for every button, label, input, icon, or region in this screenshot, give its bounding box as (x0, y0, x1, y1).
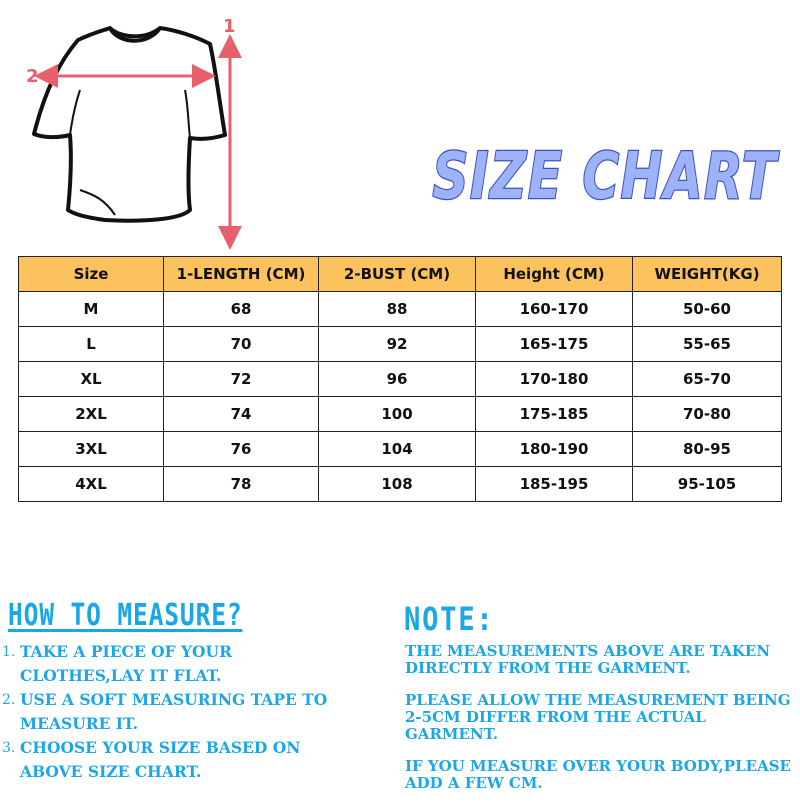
list-item (2, 640, 342, 688)
cell-weight: 55-65 (633, 327, 782, 362)
cell-size: M (19, 292, 164, 327)
note-item: PLEASE ALLOW THE MEASUREMENT BEING 2-5CM DIFFER FROM THE ACTUAL GARMENT. (405, 691, 791, 743)
cell-length: 76 (164, 432, 319, 467)
cell-size: XL (19, 362, 164, 397)
step-text: CHOOSE YOUR SIZE BASED ON ABOVE SIZE CHART. (20, 738, 301, 781)
cell-length: 74 (164, 397, 319, 432)
note-item: THE MEASUREMENTS ABOVE ARE TAKEN DIRECTLY FROM THE GARMENT. (405, 642, 771, 677)
tshirt-diagram (20, 10, 250, 250)
table-row (19, 432, 782, 467)
note-list (405, 643, 795, 807)
table-row (19, 397, 782, 432)
header-size: Size (19, 257, 164, 292)
bust-marker: 2 (26, 66, 39, 87)
cell-height: 180-190 (476, 432, 633, 467)
note-item: IF YOU MEASURE OVER YOUR BODY,PLEASE ADD A FEW CM. (405, 757, 791, 792)
table-row (19, 327, 782, 362)
cell-bust: 92 (319, 327, 476, 362)
measure-steps-list (2, 640, 342, 784)
cell-weight: 70-80 (633, 397, 782, 432)
cell-length: 72 (164, 362, 319, 397)
size-chart-title-container (420, 130, 790, 220)
cell-weight: 95-105 (633, 467, 782, 502)
how-to-measure-heading: HOW TO MEASURE? (8, 598, 243, 633)
tshirt-outline (34, 28, 225, 221)
step-number: 3. (2, 740, 16, 756)
step-number: 2. (2, 692, 16, 708)
cell-bust: 88 (319, 292, 476, 327)
size-table (18, 256, 782, 502)
header-length: 1-LENGTH (CM) (164, 257, 319, 292)
table-header-row (19, 257, 782, 292)
cell-height: 185-195 (476, 467, 633, 502)
cell-size: 2XL (19, 397, 164, 432)
cell-length: 68 (164, 292, 319, 327)
length-marker: 1 (223, 16, 236, 37)
cell-weight: 65-70 (633, 362, 782, 397)
cell-weight: 80-95 (633, 432, 782, 467)
size-chart-title: SIZE CHART (432, 140, 780, 214)
header-weight: WEIGHT(KG) (633, 257, 782, 292)
table-row (19, 292, 782, 327)
step-text: TAKE A PIECE OF YOUR CLOTHES,LAY IT FLAT. (20, 642, 232, 685)
cell-bust: 100 (319, 397, 476, 432)
table-row (19, 362, 782, 397)
cell-weight: 50-60 (633, 292, 782, 327)
list-item (2, 688, 342, 736)
cell-height: 165-175 (476, 327, 633, 362)
step-number: 1. (2, 644, 16, 660)
cell-height: 170-180 (476, 362, 633, 397)
cell-size: L (19, 327, 164, 362)
cell-height: 175-185 (476, 397, 633, 432)
cell-length: 70 (164, 327, 319, 362)
cell-bust: 104 (319, 432, 476, 467)
header-bust: 2-BUST (CM) (319, 257, 476, 292)
cell-size: 4XL (19, 467, 164, 502)
cell-bust: 108 (319, 467, 476, 502)
cell-height: 160-170 (476, 292, 633, 327)
note-heading: NOTE: (404, 600, 495, 638)
cell-bust: 96 (319, 362, 476, 397)
list-item (2, 736, 342, 784)
step-text: USE A SOFT MEASURING TAPE TO MEASURE IT. (20, 690, 328, 733)
cell-size: 3XL (19, 432, 164, 467)
cell-length: 78 (164, 467, 319, 502)
header-height: Height (CM) (476, 257, 633, 292)
table-row (19, 467, 782, 502)
